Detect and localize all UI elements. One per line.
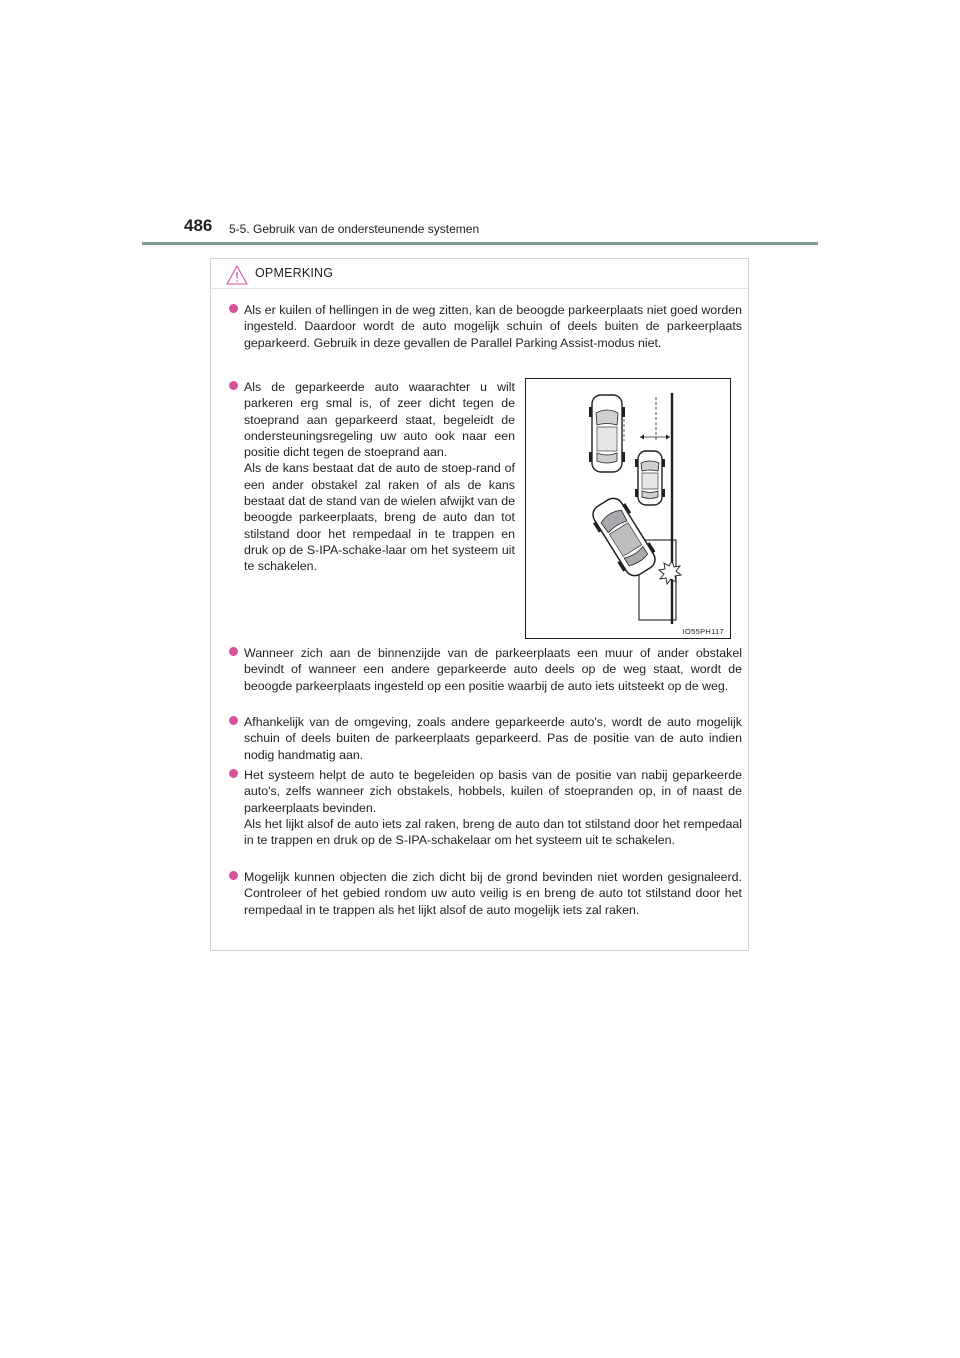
section-title: 5-5. Gebruik van de ondersteunende systemen <box>229 222 480 236</box>
bullet-icon <box>229 716 238 725</box>
list-item <box>229 767 742 848</box>
own-car <box>587 493 662 581</box>
notice-header <box>211 259 748 289</box>
parked-car-rear <box>589 395 625 472</box>
bullet-icon <box>229 769 238 778</box>
item-paragraph: Mogelijk kunnen objecten die zich dicht bij de grond bevinden niet worden gesignaleerd. Controleer of het gebied rondom uw auto veilig is en breng de auto tot stilstand door het rempedaal in te trappen als het lijkt alsof de auto mogelijk iets zal raken. <box>244 870 742 917</box>
bullet-icon <box>229 381 238 390</box>
list-item <box>229 714 742 763</box>
item-paragraph: Als de geparkeerde auto waarachter u wilt parkeren erg smal is, of zeer dicht tegen de stoeprand aan geparkeerd staat, begeleidt de ondersteuningsregeling uw auto ook naar een positie dicht tegen de stoeprand aan. <box>244 380 515 460</box>
parking-illustration <box>525 378 731 639</box>
list-item <box>229 379 515 575</box>
page-number: 486 <box>184 216 213 235</box>
item-paragraph: Als het lijkt alsof de auto iets zal raken, breng de auto dan tot stilstand door het rempedaal in te trappen en druk op de S-IPA-schakelaar om het systeem uit te schakelen. <box>244 816 742 848</box>
header-rule <box>142 242 818 245</box>
parked-car-front <box>635 451 665 505</box>
bullet-icon <box>229 304 238 313</box>
list-item <box>229 869 742 918</box>
item-paragraph: Het systeem helpt de auto te begeleiden op basis van de positie van nabij geparkeerde auto's, zelfs wanneer zich obstakels, hobbels, kuilen of stoepranden op, in of naast de parkeerplaats bevinden. <box>244 768 742 815</box>
notice-title: OPMERKING <box>255 266 334 280</box>
figure-code: IO55PH117 <box>682 627 724 636</box>
notice-box <box>210 258 749 951</box>
parking-diagram <box>526 379 732 640</box>
item-paragraph: Wanneer zich aan de binnenzijde van de parkeerplaats een muur of ander obstakel bevindt of wanneer een andere geparkeerde auto deels op de weg staat, wordt de beoogde parkeerplaats ingesteld op een positie waarbij de auto iets uitsteekt op de weg. <box>244 646 742 693</box>
warning-triangle-icon <box>226 265 248 285</box>
item-paragraph: Als de kans bestaat dat de auto de stoep-rand of een ander obstakel zal raken of als de kans bestaat dat de stand van de wielen afwijkt van de beoogde parkeerplaats, breng de auto dan tot stilstand door het rempedaal in te trappen en druk op de S-IPA-schake-laar om het systeem uit te schakelen. <box>244 461 515 574</box>
item-paragraph: Afhankelijk van de omgeving, zoals andere geparkeerde auto's, wordt de auto mogelijk schuin of deels buiten de parkeerplaats geparkeerd. Pas de positie van de auto indien nodig handmatig aan. <box>244 715 742 762</box>
bullet-icon <box>229 647 238 656</box>
impact-star-icon <box>659 561 681 584</box>
list-item <box>229 645 742 694</box>
item-paragraph: Als er kuilen of hellingen in de weg zitten, kan de beoogde parkeerplaats niet goed worden ingesteld. Daardoor wordt de auto mogelijk schuin of deels buiten de parkeerplaats geparkeerd. Gebruik in deze gevallen de Parallel Parking Assist-modus niet. <box>244 303 742 350</box>
bullet-icon <box>229 871 238 880</box>
list-item <box>229 302 742 351</box>
